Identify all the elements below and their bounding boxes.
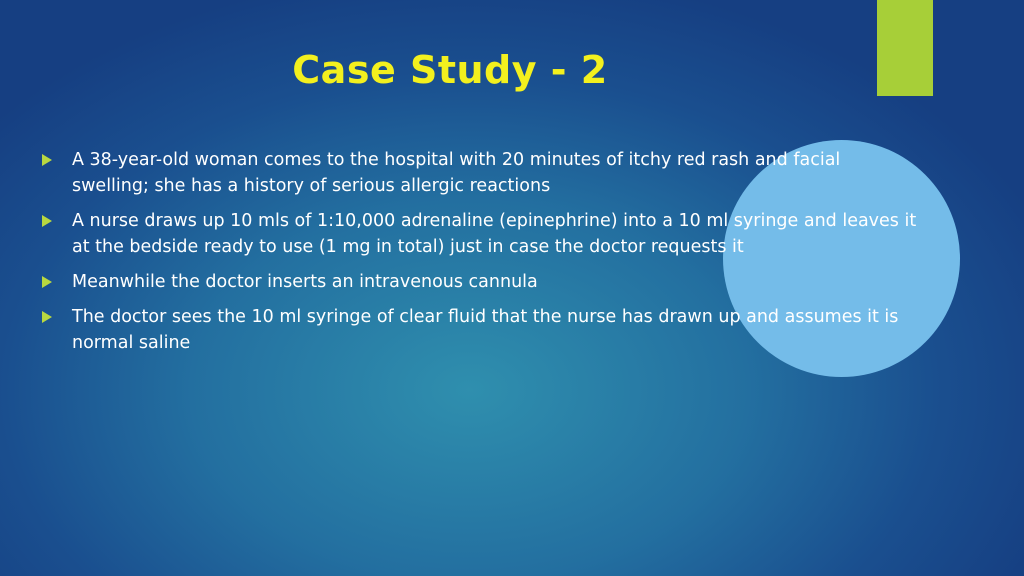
- accent-bar: [877, 0, 933, 96]
- triangle-right-icon: [42, 311, 52, 323]
- slide-title: Case Study - 2: [292, 48, 608, 92]
- bullet-list: [40, 147, 920, 365]
- triangle-right-icon: [42, 276, 52, 288]
- bullet-item: [40, 208, 920, 260]
- bullet-item: [40, 269, 920, 295]
- bullet-text: Meanwhile the doctor inserts an intravenous cannula: [72, 272, 538, 292]
- triangle-right-icon: [42, 154, 52, 166]
- bullet-text: The doctor sees the 10 ml syringe of clear fluid that the nurse has drawn up and assumes it is normal saline: [72, 307, 899, 353]
- bullet-text: A nurse draws up 10 mls of 1:10,000 adrenaline (epinephrine) into a 10 ml syringe and leaves it at the bedside ready to use (1 mg in total) just in case the doctor requests it: [72, 211, 917, 257]
- triangle-right-icon: [42, 215, 52, 227]
- bullet-item: [40, 147, 920, 199]
- bullet-item: [40, 304, 920, 356]
- bullet-text: A 38-year-old woman comes to the hospital with 20 minutes of itchy red rash and facial swelling; she has a history of serious allergic reactions: [72, 150, 841, 196]
